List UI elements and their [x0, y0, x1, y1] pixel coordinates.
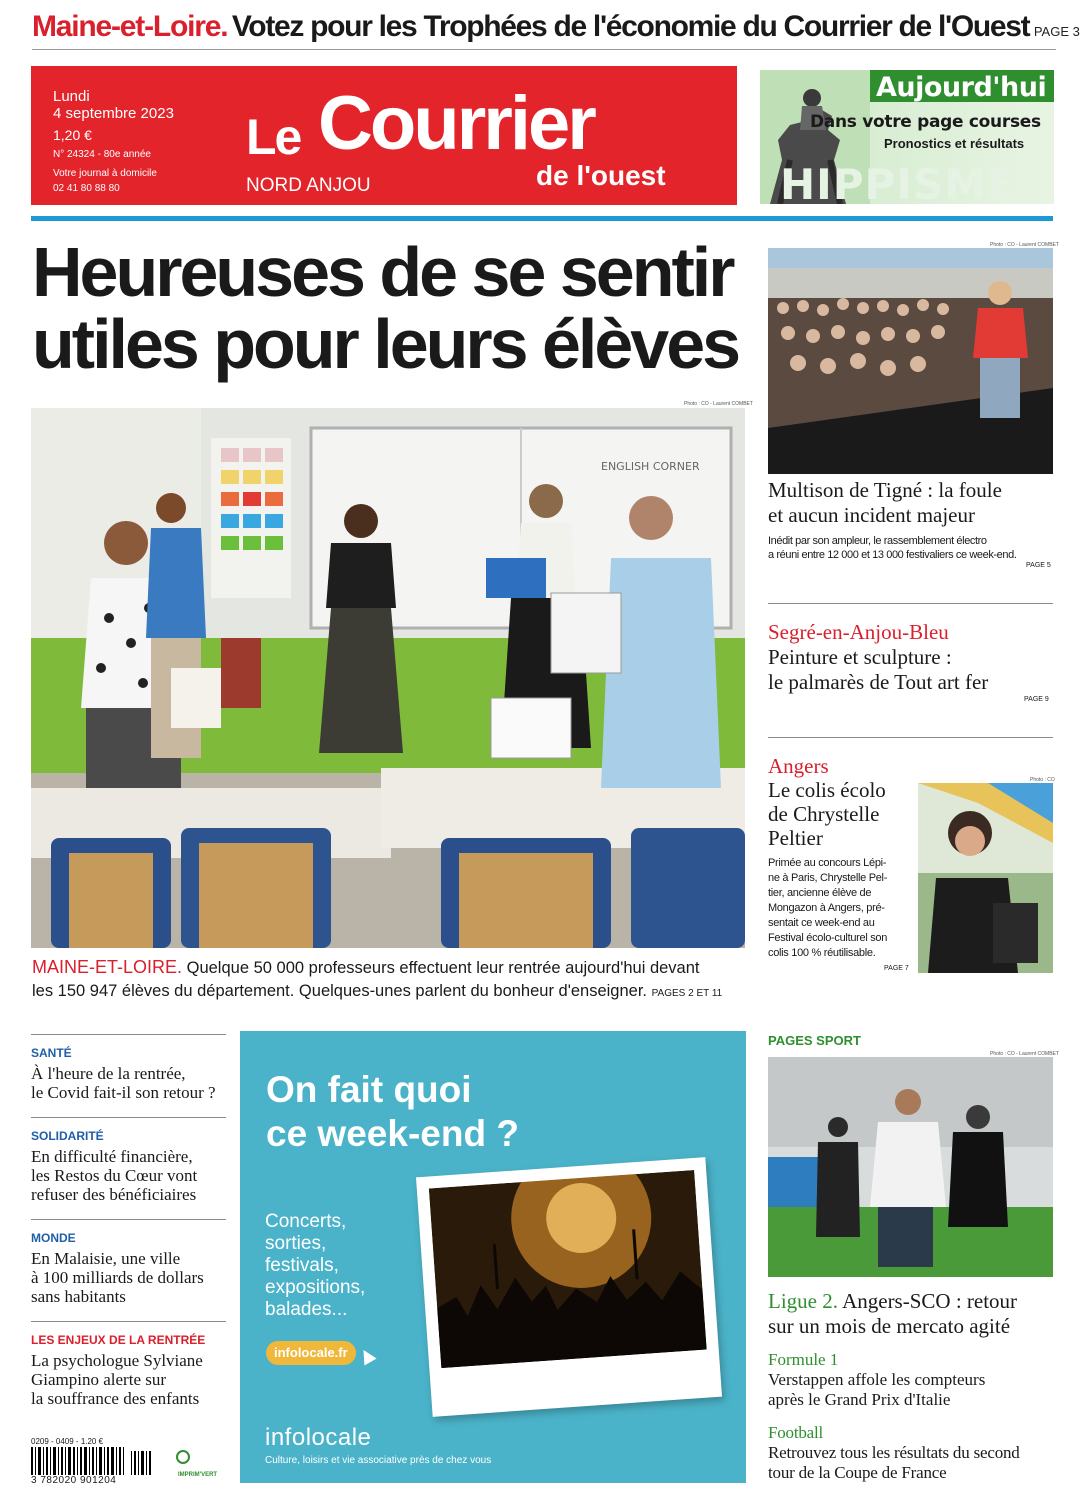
- sport-header[interactable]: PAGES SPORT: [768, 1033, 861, 1048]
- logo-courrier: Courrier: [318, 81, 594, 166]
- cursor-icon: [357, 1346, 376, 1365]
- angers-text-line: sentait ce week-end au: [768, 917, 875, 929]
- teaser-title-line: sans habitants: [31, 1287, 126, 1306]
- teaser-kicker: SOLIDARITÉ: [31, 1129, 104, 1143]
- barcode-image: [31, 1447, 171, 1475]
- lead-caption-text1: Quelque 50 000 professeurs effectuent leur rentrée aujourd'hui devant: [186, 959, 700, 977]
- multison-text-line1: Inédit par son ampleur, le rassemblement électro: [768, 535, 987, 547]
- logo-ouest: de l'ouest: [536, 160, 666, 191]
- teaser-kicker: SANTÉ: [31, 1046, 72, 1060]
- angers-title-line2: de Chrystelle: [768, 802, 880, 826]
- lead-caption[interactable]: [32, 956, 747, 1005]
- infolocale-ad[interactable]: [240, 1031, 746, 1483]
- ligue-title-line2: sur un mois de mercato agité: [768, 1314, 1011, 1338]
- lead-headline-line1: Heureuses de se sentir: [32, 233, 733, 311]
- teaser-title-line: les Restos du Cœur vont: [31, 1166, 198, 1185]
- ligue-line1: [768, 1289, 1058, 1314]
- top-banner-text: Votez pour les Trophées de l'économie du Courrier de l'Ouest: [231, 10, 1030, 43]
- teaser-title-line: à 100 milliards de dollars: [31, 1268, 204, 1287]
- masthead-price: 1,20 €: [53, 127, 92, 143]
- rule-left-1: [31, 1117, 226, 1118]
- lead-headline[interactable]: [32, 233, 742, 383]
- masthead-divider: [31, 216, 1053, 221]
- multison-title-line2: et aucun incident majeur: [768, 503, 975, 527]
- football-title-line2: tour de la Coupe de France: [768, 1463, 947, 1482]
- angers-photo-portrait[interactable]: [918, 783, 1053, 973]
- f1-title-line1: Verstappen affole les compteurs: [768, 1370, 986, 1389]
- teaser-title-line: En difficulté financière,: [31, 1147, 193, 1166]
- ad-item: balades...: [265, 1299, 348, 1320]
- lead-caption-region: MAINE-ET-LOIRE.: [32, 957, 183, 977]
- teaser-kicker: LES ENJEUX DE LA RENTRÉE: [31, 1333, 206, 1347]
- concert-crowd-image: [429, 1170, 707, 1368]
- masthead-day: Lundi: [53, 88, 90, 105]
- football-kicker: Football: [768, 1423, 824, 1442]
- angers-text: [768, 856, 918, 961]
- top-banner[interactable]: [32, 10, 1080, 50]
- hippisme-word: HIPPISME: [780, 160, 1017, 204]
- multison-page: PAGE 5: [1026, 562, 1051, 569]
- lead-photo-credit: Photo : CO - Laurent COMBET: [684, 401, 753, 407]
- masthead-edition: NORD ANJOU: [246, 175, 371, 196]
- segre-kicker: Segré-en-Anjou-Bleu: [768, 620, 949, 644]
- teaser-kicker: MONDE: [31, 1231, 76, 1245]
- hippisme-today: Aujourd'hui: [876, 72, 1047, 103]
- ad-item: Concerts,: [265, 1211, 347, 1232]
- teaser-title-line: La psychologue Sylviane: [31, 1351, 203, 1370]
- ligue-title-line1: Angers-SCO : retour: [842, 1289, 1018, 1313]
- angers-kicker: Angers: [768, 754, 829, 778]
- angers-text-line: Primée au concours Lépi-: [768, 857, 887, 869]
- f1-title-line2: après le Grand Prix d'Italie: [768, 1390, 951, 1409]
- angers-block[interactable]: [768, 754, 918, 850]
- masthead-phone: 02 41 80 88 80: [53, 183, 120, 194]
- angers-title-line1: Le colis écolo: [768, 778, 886, 802]
- football-title-line1: Retrouvez tous les résultats du second: [768, 1443, 1020, 1462]
- masthead-delivery: Votre journal à domicile: [53, 168, 157, 179]
- rule-left-2: [31, 1219, 226, 1220]
- rule-right-1: [768, 603, 1053, 604]
- teaser-sante[interactable]: [31, 1046, 231, 1102]
- lead-caption-line1: [32, 956, 747, 980]
- angers-title-line3: Peltier: [768, 826, 823, 850]
- multison-text: [768, 534, 1058, 562]
- barcode-number: 3 782020 901204: [31, 1475, 117, 1486]
- multison-photo-crowd[interactable]: [768, 248, 1053, 474]
- board-english-corner: ENGLISH CORNER: [601, 460, 700, 473]
- teaser-title-line: refuser des bénéficiaires: [31, 1185, 197, 1204]
- segre-title-line1: Peinture et sculpture :: [768, 645, 952, 669]
- multison-photo-credit: Photo : CO - Laurent COMBET: [990, 242, 1059, 248]
- hippisme-line2: Pronostics et résultats: [884, 136, 1025, 151]
- angers-page: PAGE 7: [884, 965, 909, 972]
- segre-page: PAGE 9: [1024, 696, 1049, 703]
- masthead-issue: N° 24324 - 80e année: [53, 149, 151, 160]
- angers-photo-credit: Photo : CO: [1030, 777, 1055, 783]
- rule-left-top: [31, 1034, 226, 1035]
- lead-photo-classroom[interactable]: [31, 408, 745, 948]
- top-banner-page: PAGE 3: [1033, 24, 1080, 39]
- f1-block[interactable]: [768, 1350, 1058, 1410]
- multison-text-line2: a réuni entre 12 000 et 13 000 festivaliers ce week-end.: [768, 549, 1017, 561]
- segre-title-line2: le palmarès de Tout art fer: [768, 670, 989, 694]
- segre-block[interactable]: [768, 620, 1058, 695]
- hippisme-line1: Dans votre page courses: [810, 112, 1041, 132]
- rule-right-2: [768, 737, 1053, 738]
- ligue-block[interactable]: [768, 1289, 1058, 1339]
- multison-title[interactable]: [768, 478, 1058, 528]
- teaser-monde[interactable]: [31, 1231, 231, 1306]
- lead-headline-line2: utiles pour leurs élèves: [32, 305, 739, 383]
- lead-caption-text2: les 150 947 élèves du département. Quelques-unes parlent du bonheur d'enseigner.: [32, 982, 648, 1000]
- angers-text-line: ne à Paris, Chrystelle Pel-: [768, 872, 888, 884]
- teaser-title-line: En Malaisie, une ville: [31, 1249, 181, 1268]
- logo[interactable]: [246, 80, 686, 200]
- angers-text-line: Festival écolo-culturel son: [768, 932, 888, 944]
- lead-caption-pages: PAGES 2 ET 11: [651, 988, 723, 999]
- ad-tagline: Culture, loisirs et vie associative près de chez vous: [265, 1455, 492, 1466]
- angers-text-line: Mongazon à Angers, pré-: [768, 902, 885, 914]
- teaser-title-line: le Covid fait-il son retour ?: [31, 1083, 216, 1102]
- ad-title-line2: ce week-end ?: [266, 1113, 519, 1154]
- ad-brand: infolocale: [265, 1424, 372, 1451]
- ligue-kicker: Ligue 2.: [768, 1289, 838, 1313]
- teaser-title-line: Giampino alerte sur: [31, 1370, 167, 1389]
- barcode-price: 0209 - 0409 - 1.20 €: [31, 1437, 104, 1446]
- ad-title-line1: On fait quoi: [266, 1069, 472, 1110]
- masthead-date: 4 septembre 2023: [53, 105, 174, 122]
- ad-items: [265, 1211, 365, 1321]
- ad-item: festivals,: [265, 1255, 339, 1276]
- rule-left-3: [31, 1321, 226, 1322]
- masthead: [31, 66, 737, 205]
- angers-text-line: tier, ancienne élève de: [768, 887, 872, 899]
- multison-title-line1: Multison de Tigné : la foule: [768, 478, 1002, 502]
- lead-caption-line2: [32, 980, 747, 1005]
- teaser-enjeux[interactable]: [31, 1333, 231, 1408]
- ad-item: sorties,: [265, 1233, 327, 1254]
- ad-concert-polaroid: [416, 1157, 722, 1417]
- hippisme-promo[interactable]: [760, 70, 1054, 204]
- teaser-title-line: la souffrance des enfants: [31, 1389, 200, 1408]
- ad-url-button[interactable]: [266, 1341, 356, 1365]
- teaser-title-line: À l'heure de la rentrée,: [31, 1064, 186, 1083]
- sport-photo-stadium[interactable]: [768, 1057, 1053, 1277]
- sport-photo-credit: Photo : CO - Laurent COMBET: [990, 1051, 1059, 1057]
- imprim-vert-label: IMPRIM'VERT: [178, 1472, 218, 1478]
- football-block[interactable]: [768, 1423, 1058, 1483]
- ad-url: infolocale.fr: [274, 1345, 348, 1360]
- angers-text-line: colis 100 % réutilisable.: [768, 947, 876, 959]
- teaser-solidarite[interactable]: [31, 1129, 231, 1204]
- logo-le: Le: [246, 109, 301, 165]
- recycle-icon: [176, 1450, 190, 1464]
- ad-item: expositions,: [265, 1277, 366, 1298]
- f1-kicker: Formule 1: [768, 1350, 839, 1369]
- top-banner-region: Maine-et-Loire.: [32, 10, 228, 43]
